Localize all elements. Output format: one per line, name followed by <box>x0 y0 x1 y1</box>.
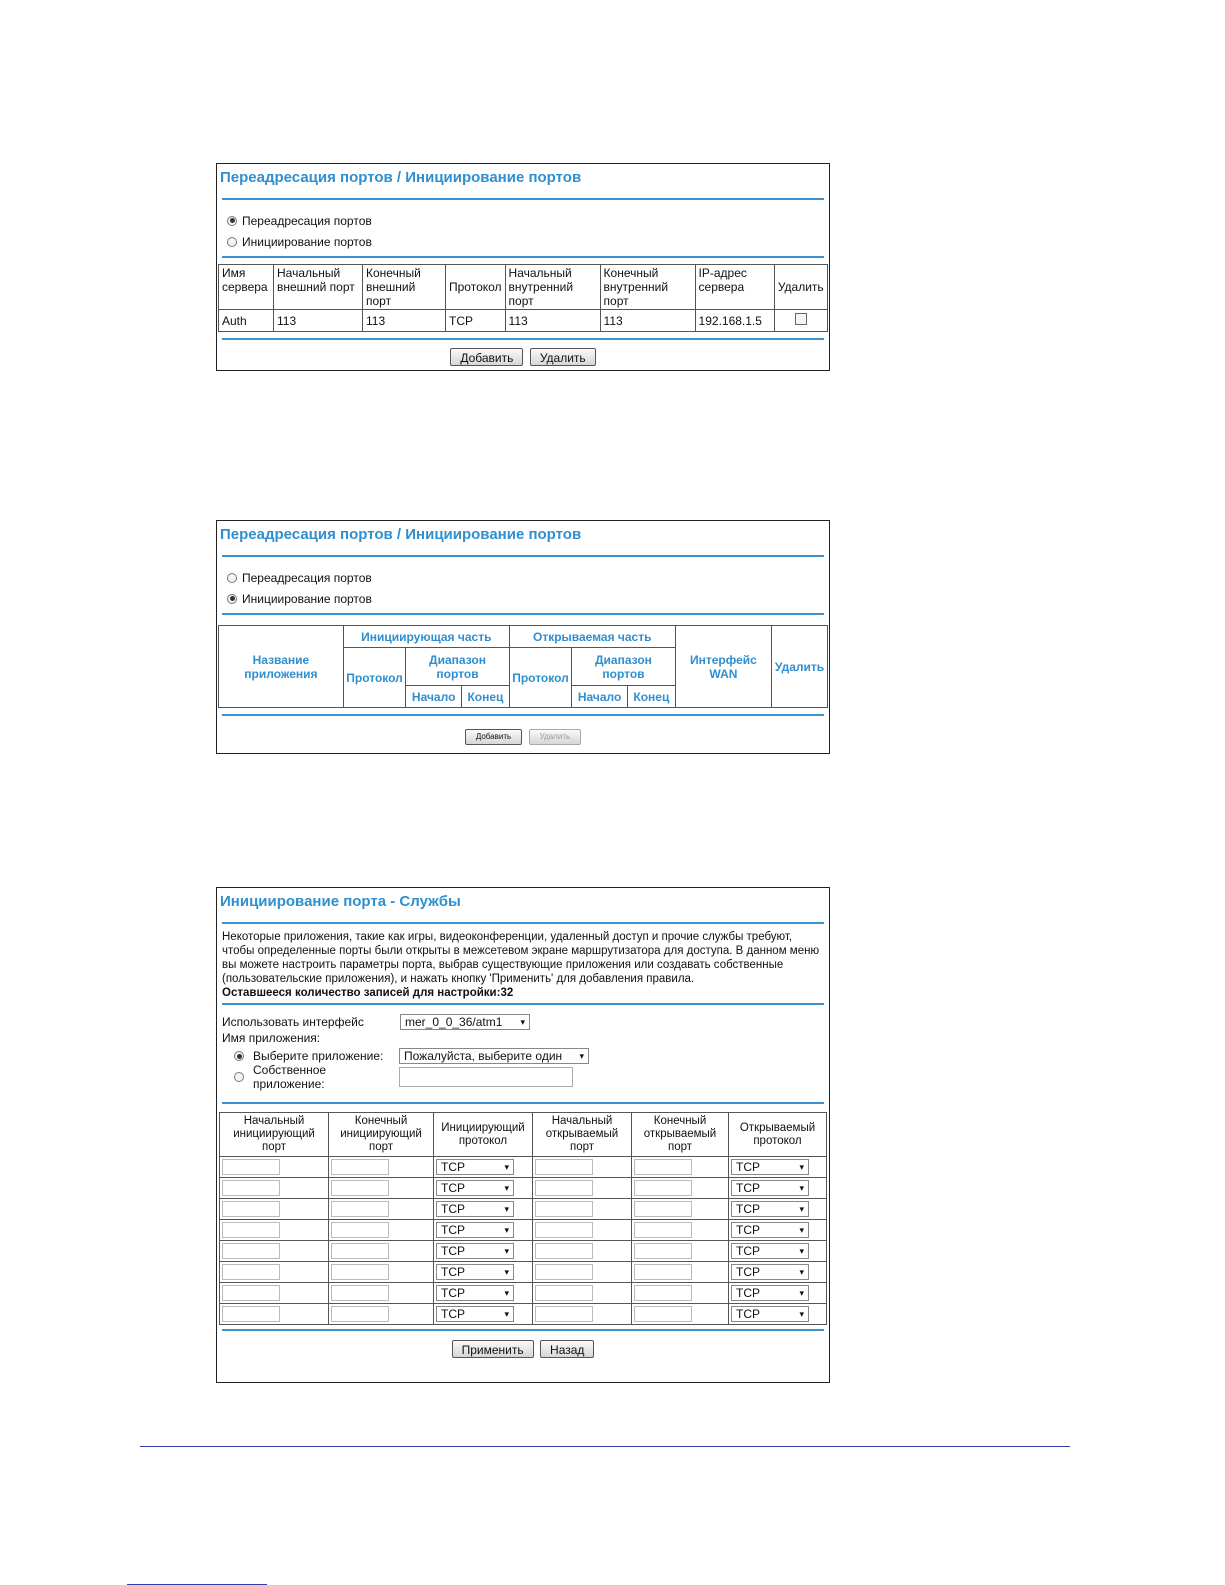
radio-port-forwarding[interactable]: Переадресация портов <box>217 567 829 588</box>
apply-button[interactable]: Применить <box>452 1340 534 1358</box>
start-trigger-port-input[interactable] <box>222 1285 280 1301</box>
remaining-entries: Оставшееся количество записей для настройки:32 <box>222 987 514 999</box>
end-open-port-input[interactable] <box>634 1264 692 1280</box>
header-wan-interface: Интерфейс WAN <box>675 626 771 708</box>
open-protocol-select[interactable]: TCP ▾ <box>731 1180 809 1196</box>
header-end-trigger-port: Конечный инициирующий порт <box>329 1113 434 1157</box>
radio-button-icon[interactable] <box>227 594 237 604</box>
custom-app-input[interactable] <box>399 1067 573 1087</box>
add-button[interactable]: Добавить <box>465 729 522 745</box>
divider <box>222 338 824 340</box>
end-open-port-input[interactable] <box>634 1159 692 1175</box>
end-open-port-input[interactable] <box>634 1222 692 1238</box>
start-trigger-port-input[interactable] <box>222 1201 280 1217</box>
port-forwarding-panel <box>216 163 830 371</box>
end-open-port-input[interactable] <box>634 1306 692 1322</box>
end-open-port-input[interactable] <box>634 1180 692 1196</box>
add-button[interactable]: Добавить <box>450 348 523 366</box>
start-trigger-port-input[interactable] <box>222 1159 280 1175</box>
end-open-port-input[interactable] <box>634 1201 692 1217</box>
start-open-port-input[interactable] <box>535 1180 593 1196</box>
start-trigger-port-input[interactable] <box>222 1222 280 1238</box>
table-row <box>220 1304 827 1325</box>
panel-title: Переадресация портов / Инициирование портов <box>220 526 582 543</box>
trigger-protocol-select[interactable]: TCP ▾ <box>436 1222 514 1238</box>
radio-button-icon[interactable] <box>234 1072 244 1082</box>
header-open-part: Открываемая часть <box>509 626 675 648</box>
table-header-row <box>219 626 828 648</box>
open-protocol-select[interactable]: TCP ▾ <box>731 1201 809 1217</box>
header-open-protocol: Протокол <box>509 648 571 708</box>
port-triggering-panel <box>216 520 830 754</box>
cell-server-ip: 192.168.1.5 <box>695 310 774 332</box>
divider <box>222 714 824 716</box>
trigger-protocol-select[interactable]: TCP ▾ <box>436 1285 514 1301</box>
cell-delete <box>774 310 827 332</box>
trigger-protocol-select[interactable]: TCP ▾ <box>436 1201 514 1217</box>
divider <box>222 1003 824 1005</box>
delete-button[interactable]: Удалить <box>530 348 596 366</box>
start-trigger-port-input[interactable] <box>222 1180 280 1196</box>
cell-server-name: Auth <box>219 310 274 332</box>
cell-end-internal-port: 113 <box>600 310 695 332</box>
table-row <box>220 1220 827 1241</box>
header-trigger-range: Диапазон портов <box>406 648 510 686</box>
app-select[interactable]: Пожалуйста, выберите один ▾ <box>399 1048 589 1064</box>
header-delete: Удалить <box>774 265 827 310</box>
button-row <box>217 348 829 367</box>
header-protocol: Протокол <box>446 265 506 310</box>
header-end-open-port: Конечный открываемый порт <box>632 1113 729 1157</box>
trigger-protocol-select[interactable]: TCP ▾ <box>436 1159 514 1175</box>
radio-port-triggering[interactable]: Инициирование портов <box>217 588 829 609</box>
end-trigger-port-input[interactable] <box>331 1201 389 1217</box>
trigger-protocol-select[interactable]: TCP ▾ <box>436 1264 514 1280</box>
port-triggering-table <box>218 625 828 708</box>
cell-protocol: TCP <box>446 310 506 332</box>
start-open-port-input[interactable] <box>535 1264 593 1280</box>
divider <box>222 1329 824 1331</box>
end-trigger-port-input[interactable] <box>331 1285 389 1301</box>
end-trigger-port-input[interactable] <box>331 1264 389 1280</box>
port-triggering-services-panel <box>216 887 830 1383</box>
table-header-row <box>219 265 828 310</box>
header-open-range: Диапазон портов <box>572 648 676 686</box>
end-open-port-input[interactable] <box>634 1243 692 1259</box>
header-start-trigger-port: Начальный инициирующий порт <box>220 1113 329 1157</box>
header-open-start: Начало <box>572 686 628 708</box>
trigger-protocol-select[interactable]: TCP ▾ <box>436 1306 514 1322</box>
app-name-label: Имя приложения: <box>222 1031 321 1045</box>
header-start-external-port: Начальный внешний порт <box>274 265 363 310</box>
header-app-name: Название приложения <box>219 626 344 708</box>
start-open-port-input[interactable] <box>535 1306 593 1322</box>
port-rules-table <box>219 1112 827 1325</box>
app-form <box>217 1013 829 1091</box>
end-open-port-input[interactable] <box>634 1285 692 1301</box>
header-start-open-port: Начальный открываемый порт <box>533 1113 632 1157</box>
open-protocol-select[interactable]: TCP ▾ <box>731 1285 809 1301</box>
start-trigger-port-input[interactable] <box>222 1306 280 1322</box>
end-trigger-port-input[interactable] <box>331 1243 389 1259</box>
end-trigger-port-input[interactable] <box>331 1159 389 1175</box>
radio-button-icon[interactable] <box>227 573 237 583</box>
table-header-row <box>220 1113 827 1157</box>
open-protocol-select[interactable]: TCP ▾ <box>731 1264 809 1280</box>
radio-button-icon[interactable] <box>234 1051 244 1061</box>
panel-title: Инициирование порта - Службы <box>220 893 461 910</box>
header-server-ip: IP-адрес сервера <box>695 265 774 310</box>
divider <box>222 613 824 615</box>
radio-port-triggering[interactable]: Инициирование портов <box>217 231 829 252</box>
header-trigger-end: Конец <box>462 686 510 708</box>
start-open-port-input[interactable] <box>535 1243 593 1259</box>
trigger-protocol-select[interactable]: TCP ▾ <box>436 1180 514 1196</box>
table-row <box>220 1199 827 1220</box>
header-trigger-protocol: Протокол <box>343 648 405 708</box>
divider <box>222 1102 824 1104</box>
start-open-port-input[interactable] <box>535 1285 593 1301</box>
button-row <box>217 726 829 745</box>
footer-divider <box>140 1446 1070 1447</box>
start-trigger-port-input[interactable] <box>222 1264 280 1280</box>
table-row <box>220 1157 827 1178</box>
start-open-port-input[interactable] <box>535 1201 593 1217</box>
cell-start-external-port: 113 <box>274 310 363 332</box>
button-row <box>217 1340 829 1359</box>
open-protocol-select[interactable]: TCP ▾ <box>731 1159 809 1175</box>
header-delete: Удалить <box>772 626 828 708</box>
divider <box>222 256 824 258</box>
table-row <box>220 1262 827 1283</box>
end-trigger-port-input[interactable] <box>331 1180 389 1196</box>
start-trigger-port-input[interactable] <box>222 1243 280 1259</box>
start-open-port-input[interactable] <box>535 1159 593 1175</box>
radio-button-icon[interactable] <box>227 216 237 226</box>
table-row <box>220 1241 827 1262</box>
header-trigger-protocol: Инициирующий протокол <box>434 1113 533 1157</box>
table-row <box>219 310 828 332</box>
radio-button-icon[interactable] <box>227 237 237 247</box>
header-open-end: Конец <box>628 686 676 708</box>
port-forwarding-table <box>218 264 828 332</box>
back-button[interactable]: Назад <box>540 1340 594 1358</box>
open-protocol-select[interactable]: TCP ▾ <box>731 1222 809 1238</box>
custom-app-label: Собственное приложение: <box>253 1063 327 1091</box>
end-trigger-port-input[interactable] <box>331 1222 389 1238</box>
table-row <box>220 1178 827 1199</box>
header-start-internal-port: Начальный внутренний порт <box>505 265 600 310</box>
delete-checkbox[interactable] <box>795 313 807 325</box>
start-open-port-input[interactable] <box>535 1222 593 1238</box>
header-end-internal-port: Конечный внутренний порт <box>600 265 695 310</box>
cell-end-external-port: 113 <box>363 310 446 332</box>
end-trigger-port-input[interactable] <box>331 1306 389 1322</box>
select-app-label: Выберите приложение: <box>253 1049 384 1063</box>
header-trigger-start: Начало <box>406 686 462 708</box>
delete-button[interactable]: Удалить <box>529 729 582 745</box>
open-protocol-select[interactable]: TCP ▾ <box>731 1243 809 1259</box>
header-trigger-part: Инициирующая часть <box>343 626 509 648</box>
trigger-protocol-select[interactable]: TCP ▾ <box>436 1243 514 1259</box>
use-interface-label: Использовать интерфейс <box>222 1015 364 1029</box>
interface-select[interactable]: mer_0_0_36/atm1 ▾ <box>400 1014 530 1030</box>
description-text: Некоторые приложения, такие как игры, видеоконференции, удаленный доступ и прочие службы требуют, чтобы определенные порты были открыты в межсетевом экране маршрутизатора для доступа. В данном меню вы можете настроить параметры порта, выбрав существующие приложения или создавать собственные (пользовательские приложения), и нажать кнопку 'Применить' для добавления правила. Оставшееся количество записей для настройки:32 <box>222 931 820 999</box>
open-protocol-select[interactable]: TCP ▾ <box>731 1306 809 1322</box>
header-end-external-port: Конечный внешний порт <box>363 265 446 310</box>
table-row <box>220 1283 827 1304</box>
cell-start-internal-port: 113 <box>505 310 600 332</box>
header-server-name: Имя сервера <box>219 265 274 310</box>
header-open-protocol: Открываемый протокол <box>729 1113 827 1157</box>
radio-port-forwarding[interactable]: Переадресация портов <box>217 210 829 231</box>
panel-title: Переадресация портов / Инициирование портов <box>220 169 582 186</box>
